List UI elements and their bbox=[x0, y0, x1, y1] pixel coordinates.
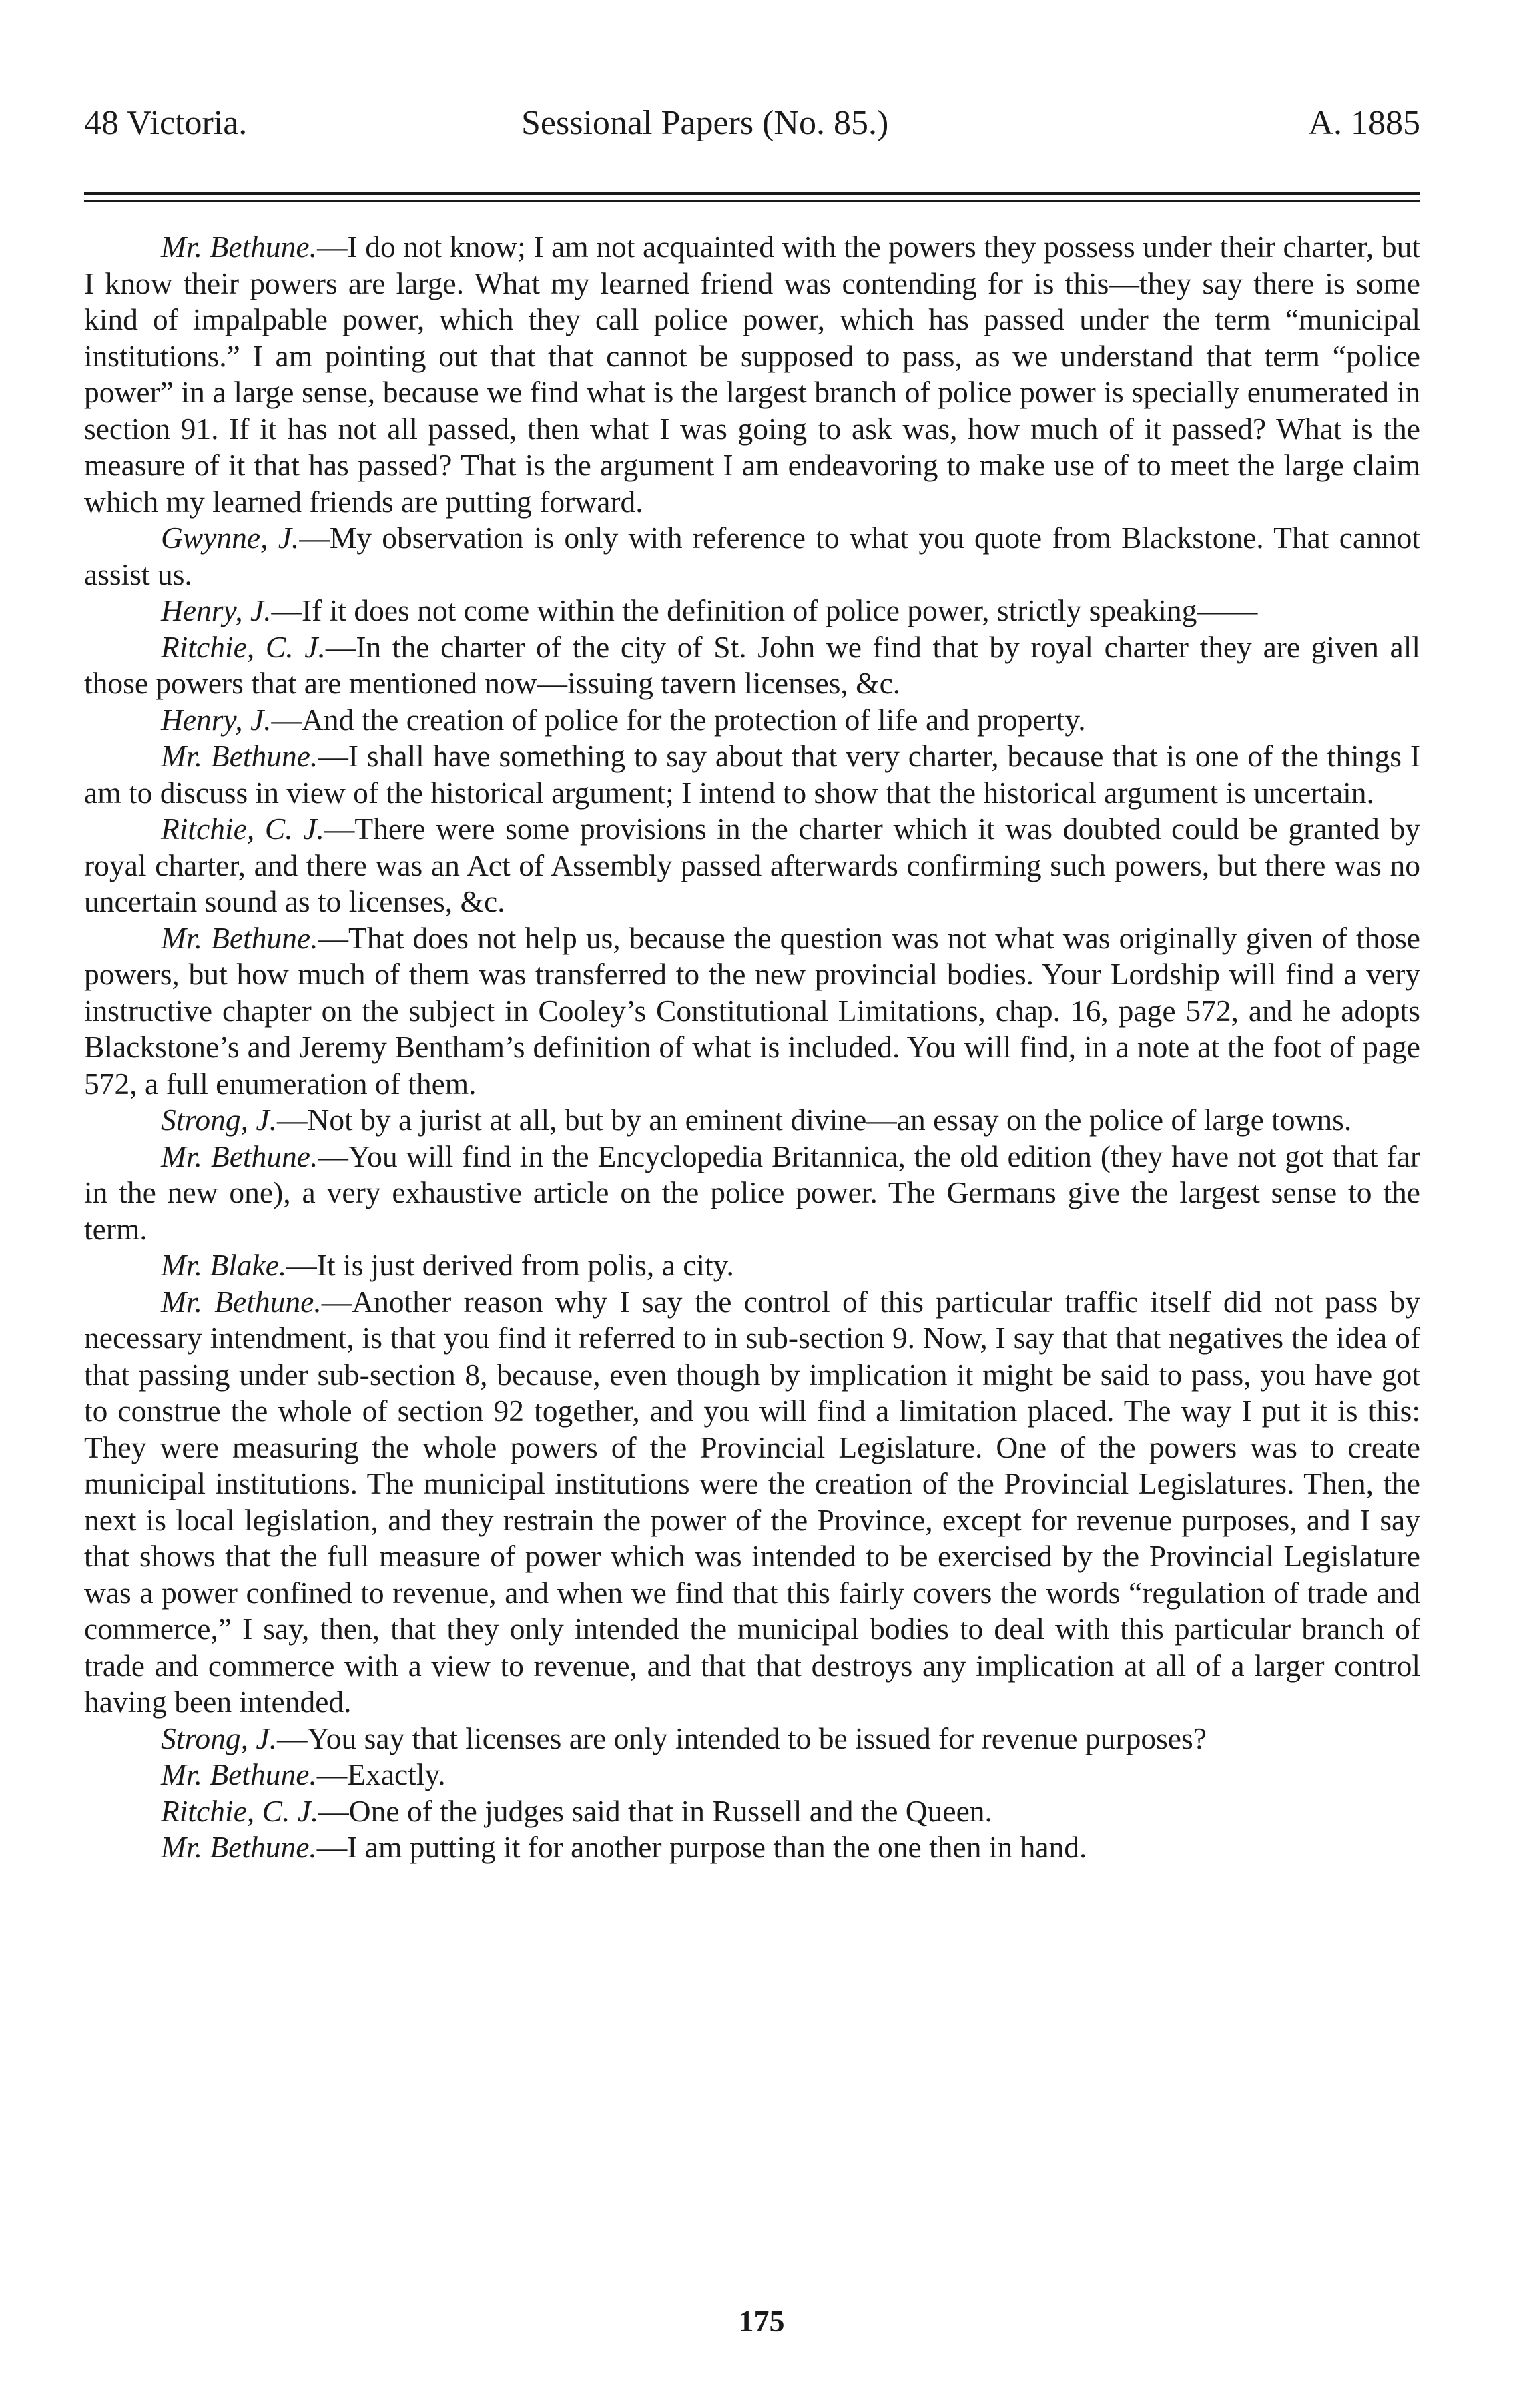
paragraph bbox=[84, 1829, 1420, 1866]
paragraph-text: —I do not know; I am not acquainted with the powers they possess under their charter, but I know their powers are large. What my learned friend was contending for is this—they say there is some kind of impalpable power, which they call police power, which has passed under the term “municipal institutions.” I am pointing out that that cannot be supposed to pass, as we understand that term “police power” in a large sense, because we find what is the largest branch of police power is specially enumerated in section 91. If it has not all passed, then what I was going to ask was, how much of it passed? What is the measure of it that has passed? That is the argument I am endeavoring to make use of to meet the large claim which my learned friends are putting forward. bbox=[84, 230, 1421, 519]
paragraph bbox=[84, 1247, 1420, 1284]
paragraph-text: —You say that licenses are only intended to be issued for revenue purposes? bbox=[276, 1721, 1207, 1755]
paragraph bbox=[84, 738, 1420, 811]
speaker: Mr. Bethune. bbox=[161, 1757, 317, 1791]
paragraph-text: —It is just derived from polis, a city. bbox=[286, 1248, 734, 1282]
paragraph bbox=[84, 1102, 1420, 1139]
paragraph bbox=[84, 593, 1420, 629]
paragraph bbox=[84, 1757, 1420, 1793]
paragraph bbox=[84, 1139, 1420, 1248]
speaker: Mr. Bethune. bbox=[161, 1284, 322, 1319]
speaker: Mr. Blake. bbox=[161, 1248, 287, 1282]
speaker: Ritchie, C. J. bbox=[161, 812, 324, 846]
paragraph bbox=[84, 702, 1420, 739]
speaker: Henry, J. bbox=[161, 702, 272, 737]
header-rule-thin bbox=[84, 200, 1420, 202]
speaker: Mr. Bethune. bbox=[161, 1139, 318, 1173]
header-title: Sessional Papers (No. 85.) bbox=[521, 104, 889, 142]
paragraph-text: —I am putting it for another purpose than the one then in hand. bbox=[316, 1830, 1087, 1864]
paragraph-text: —My observation is only with reference to what you quote from Blackstone. That cannot assist us. bbox=[84, 521, 1420, 591]
paragraph-text: —That does not help us, because the question was not what was originally given of those powers, but how much of them was transferred to the new provincial bodies. Your Lordship will find a very instructive chapter on the subject in Cooley’s Constitutional Limitations, chap. 16, page 572, and he adopts Blackstone’s and Jeremy Bentham’s definition of what is included. You will find, in a note at the foot of page 572, a full enumeration of them. bbox=[84, 920, 1420, 1101]
paragraph-text: —There were some provisions in the charter which it was doubted could be granted by royal charter, and there was an Act of Assembly passed afterwards confirming such powers, but there was no uncertain sound as to licenses, &c. bbox=[84, 812, 1420, 918]
speaker: Mr. Bethune. bbox=[161, 230, 317, 264]
speaker: Mr. Bethune. bbox=[161, 739, 318, 773]
paragraph bbox=[84, 1284, 1420, 1721]
speaker: Gwynne, J. bbox=[161, 521, 300, 555]
paragraph bbox=[84, 811, 1420, 920]
paragraph bbox=[84, 629, 1420, 702]
paragraph bbox=[84, 1793, 1420, 1830]
paragraph-text: —If it does not come within the definition of police power, strictly speaking—— bbox=[271, 593, 1258, 627]
paragraph-text: —You will find in the Encyclopedia Britannica, the old edition (they have not got that far in the new one), a very exhaustive article on the police power. The Germans give the largest sense to the term. bbox=[84, 1139, 1421, 1246]
speaker: Ritchie, C. J. bbox=[161, 629, 326, 664]
header-rule-thick bbox=[84, 192, 1420, 195]
paragraph-text: —Another reason why I say the control of this particular traffic itself did not pass by necessary intendment, is that you find it referred to in sub-section 9. Now, I say that that negatives the idea of that passing under sub-section 8, because, even though by implication it might be said to pass, you have got to construe the whole of section 92 together, and you will find a limitation placed. The way I put it is this: They were measuring the whole powers of the Provincial Legislature. One of the powers was to create municipal institutions. The municipal institutions were the creation of the Provincial Legislatures. Then, the next is local legislation, and they restrain the power of the Province, except for revenue purposes, and I say that shows that the full measure of power which was intended to be exercised by the Provincial Legislature was a power confined to revenue, and when we find that this fairly covers the words “regulation of trade and commerce,” I say, then, that they only intended the municipal bodies to deal with this particular branch of trade and commerce with a view to revenue, and that that destroys any implication at all of a larger control having been intended. bbox=[84, 1284, 1420, 1719]
paragraph-text: —One of the judges said that in Russell and the Queen. bbox=[318, 1793, 992, 1828]
speaker: Mr. Bethune. bbox=[161, 1830, 317, 1864]
speaker: Ritchie, C. J. bbox=[161, 1793, 319, 1828]
body-text bbox=[84, 229, 1420, 1866]
speaker: Henry, J. bbox=[161, 593, 272, 627]
header-year: A. 1885 bbox=[1308, 104, 1420, 142]
speaker: Strong, J. bbox=[161, 1103, 277, 1137]
speaker: Mr. Bethune. bbox=[161, 920, 318, 955]
header-volume: 48 Victoria. bbox=[84, 104, 248, 142]
paragraph-text: —And the creation of police for the protection of life and property. bbox=[271, 702, 1086, 737]
running-head bbox=[84, 100, 1420, 147]
paragraph bbox=[84, 920, 1420, 1103]
paragraph bbox=[84, 229, 1420, 520]
page-number: 175 bbox=[738, 2304, 785, 2338]
paragraph bbox=[84, 1721, 1420, 1757]
paragraph bbox=[84, 520, 1420, 593]
speaker: Strong, J. bbox=[161, 1721, 277, 1755]
paragraph-text: —Not by a jurist at all, but by an eminent divine—an essay on the police of large towns. bbox=[276, 1103, 1352, 1137]
paragraph-text: —Exactly. bbox=[316, 1757, 446, 1791]
paragraph-text: —I shall have something to say about that very charter, because that is one of the things I am to discuss in view of the historical argument; I intend to show that the historical argument is uncertain. bbox=[84, 739, 1421, 810]
paragraph-text: —In the charter of the city of St. John we find that by royal charter they are given all those powers that are mentioned now—issuing tavern licenses, &c. bbox=[84, 629, 1420, 700]
